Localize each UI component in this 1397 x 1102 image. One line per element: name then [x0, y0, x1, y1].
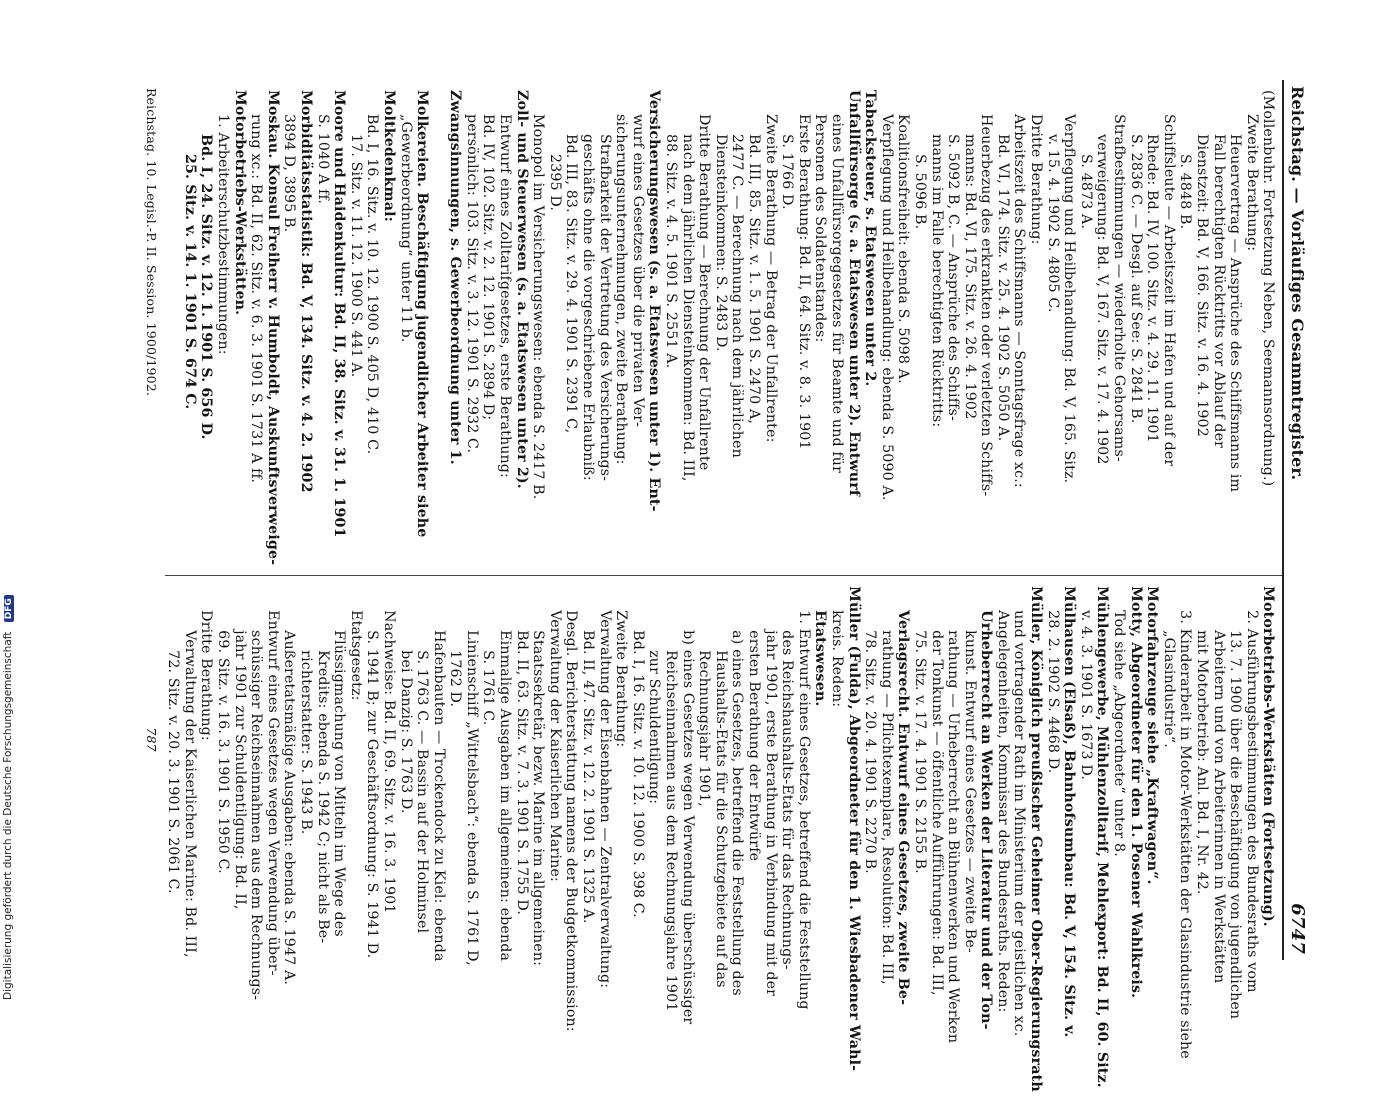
index-line: Tabacksteuer, s. Etatswesen unter 2.	[862, 90, 879, 387]
index-line: S. 1766 D.	[779, 134, 796, 210]
dfg-logo: DFG	[4, 595, 14, 622]
index-line: bei Danzig: S. 1763 D.	[397, 650, 414, 814]
index-line: Erste Berathung: Bd. II, 64. Sitz. v. 8. 3. 1901	[795, 114, 812, 450]
index-line: sicherungsunternehmungen, zweite Berathung:	[613, 114, 630, 465]
index-line: eines Unfallfürsorgegesetzes für Beamte und für	[828, 114, 845, 474]
index-line: Rhede: Bd. IV, 100. Sitz. v. 4. 29. 11. 1901	[1144, 134, 1161, 443]
index-line: Zwangsinnungen, s. Gewerbeordnung unter 1.	[447, 90, 464, 465]
index-line: Fall berechtigten Rücktritts vor Ablauf der	[1210, 134, 1227, 449]
index-line: 1. Arbeiterschutzbestimmungen:	[215, 114, 231, 355]
index-line: Dritte Berathung:	[198, 610, 215, 741]
digitization-note-text: Digitalisierung gefördert durch die Deutsche Forschungsgemeinschaft	[2, 631, 14, 1000]
index-line: Bd. I, 16. Sitz. v. 10. 12. 1900 S. 405 D, 410 C.	[364, 114, 381, 455]
index-line: Bd. I, 24. Sitz. v. 12. 1. 1901 S. 656 D.	[198, 134, 215, 440]
index-line: Haushalts-Etats für die Schutzgebiete auf das	[712, 650, 729, 988]
index-line: 17. Sitz. v. 11. 12. 1900 S. 441 A.	[347, 134, 364, 378]
index-line: Etatsgesetz:	[347, 610, 364, 701]
index-line: Rechnungsjahr 1901,	[696, 650, 713, 807]
index-line: Entwurf eines Zolltarifgesetzes, erste Berathung:	[497, 114, 514, 478]
index-line: Verlagsrecht. Entwurf eines Gesetzes, zweite Be-	[895, 610, 912, 1006]
index-line: S. 4873 A.	[1077, 154, 1094, 230]
index-line: kreis. Reden:	[828, 610, 845, 708]
index-line: Flüssigmachung von Mitteln im Wege des	[331, 630, 348, 937]
index-line: manns im Falle berechtigten Rücktritts:	[928, 134, 945, 428]
index-line: Bd. II, 47. Sitz. v. 12. 2. 1901 S. 1325 A.	[580, 630, 597, 924]
index-line: Verwaltung der Kaiserlichen Marine: Bd. III,	[181, 630, 198, 958]
index-line: und vortragender Rath im Ministerium der geistlichen xc.	[1011, 610, 1028, 1037]
index-line: Motorfahrzeuge siehe „Kraftwagen“.	[1144, 586, 1161, 885]
index-line: Außeretatsmäßige Ausgaben: ebenda S. 1947 A.	[281, 630, 298, 986]
index-line: S. 4848 B.	[1177, 154, 1194, 230]
index-line: 78. Sitz. v. 20. 4. 1901 S. 2270 B.	[862, 630, 879, 874]
index-line: 13. 7. 1900 über die Beschäftigung von jugendlichen	[1227, 630, 1244, 1020]
index-line: Dienstzeit: Bd. V, 166. Sitz. v. 16. 4. 1902	[1194, 134, 1211, 437]
running-title: Reichstag. — Vorläufiges Gesammtregister.	[1288, 86, 1307, 481]
index-line: S. 1040 A ff.	[314, 114, 331, 205]
index-line: Tod siehe „Abgeordnete“ unter 8.	[1111, 610, 1128, 857]
index-line: mit Motorbetrieb: Anl. Bd. I, Nr. 42.	[1194, 630, 1211, 895]
index-line: verweigerung: Bd. V, 167. Sitz. v. 17. 4. 1902	[1094, 134, 1111, 465]
index-line: rung xc.: Bd. II, 62. Sitz. v. 6. 3. 1901 S. 1731 A ff.	[248, 114, 265, 484]
index-line: S. 1763 C. — Bassin auf der Holminsel	[414, 650, 431, 934]
index-line: des Reichshaushalts-Etats für das Rechnungs-	[779, 630, 796, 970]
index-line: Arbeitszeit des Schiffsmanns — Sonntagsfrage xc.:	[1011, 114, 1028, 488]
index-line: jahr 1901 zur Schuldentilgung: Bd. II,	[231, 630, 248, 910]
index-line: ersten Berathung der Entwürfe	[746, 630, 762, 862]
index-line: Bd. I, 16. Sitz. v. 10. 12. 1900 S. 398 C.	[629, 630, 646, 918]
index-line: 2. Ausführungsbestimmungen des Bundesraths vom	[1243, 610, 1260, 993]
index-line: Müller (Fulda), Abgeordneter für den 1. Wiesbadener Wahl-	[845, 586, 862, 1072]
index-line: S. 5092 B, C. — Ansprüche des Schiffs-	[945, 134, 962, 421]
index-line: Zweite Berathung:	[1243, 114, 1260, 252]
index-line: Verpflegung und Heilbehandlung: Bd. V, 165. Sitz.	[1061, 114, 1078, 484]
index-line: Heuervertrag — Ansprüche des Schiffsmanns im	[1227, 134, 1244, 493]
index-line: wurf eines Gesetzes über die privaten Ver-	[629, 114, 646, 428]
index-line: Linienschiff „Wittelsbach“: ebenda S. 1761 D,	[463, 630, 480, 966]
index-line: Etatswesen.	[812, 610, 829, 707]
index-line: Moltkedenkmal:	[380, 90, 397, 222]
page-header	[1286, 80, 1308, 960]
index-line: Einmalige Ausgaben im allgemeinen: ebenda	[497, 630, 514, 962]
index-line: Kredits: ebenda S. 1942 C; nicht als Be-	[314, 650, 331, 944]
index-line: Bd. VI, 174. Sitz. v. 25. 4. 1902 S. 5050 A.	[994, 134, 1011, 442]
index-line: rathung — Pflichtexemplare, Resolution: Bd. III,	[878, 630, 895, 985]
index-line: Angelegenheiten, Kommissar des Bundesraths. Reden:	[994, 610, 1011, 1013]
index-line: S. 1941 B; zur Geschäftsordnung: S. 1941 D.	[364, 630, 381, 959]
index-line: der Tonkunst — öffentliche Aufführungen: Bd. III,	[928, 630, 945, 996]
index-line: Moskau. Konsul Freiherr v. Humboldt, Auskunftsverweige-	[264, 90, 281, 566]
index-line: Urheberrecht an Werken der Literatur und der Ton-	[978, 610, 995, 1030]
index-line: Unfallfürsorge (s. a. Etatswesen unter 2). Entwurf	[845, 90, 862, 497]
index-line: Motty, Abgeordneter für den 1. Posener Wahlkreis.	[1127, 586, 1144, 999]
index-line: Moore und Haidenkultur: Bd. II, 38. Sitz. v. 31. 1. 1901	[331, 90, 348, 538]
page-number: 6747	[1287, 903, 1308, 954]
index-line: „Gewerbeordnung“ unter 11 b.	[397, 114, 414, 343]
header-rule	[1282, 80, 1284, 960]
index-line: Strafbarkeit der Vertretung des Versicherungs-	[596, 134, 613, 482]
index-line: 88. Sitz. v. 4. 5. 1901 S. 2551 A.	[663, 134, 680, 369]
index-line: Zoll- und Steuerwesen (s. a. Etatswesen unter 2).	[513, 90, 530, 489]
index-line: 3894 D, 3895 B.	[281, 114, 298, 233]
index-line: 2477 C. — Berechnung nach dem jährlichen	[729, 134, 746, 458]
index-line: Personen des Soldatenstandes:	[812, 114, 829, 343]
index-line: Heuerbezug des erkrankten oder verletzten Schiffs-	[978, 114, 995, 497]
index-line: geschäfts ohne die vorgeschriebene Erlaubniß:	[580, 134, 597, 481]
index-line: persönlich: 103. Sitz. v. 3. 12. 1901 S. 2932 C.	[463, 114, 480, 454]
index-line: Molkereien. Beschäftigung jugendlicher Arbeiter siehe	[414, 90, 431, 538]
index-line: 1. Entwurf eines Gesetzes, betreffend die Feststellung	[795, 610, 812, 1010]
two-column-body	[165, 80, 1283, 1092]
index-line: Arbeitern und von Arbeiterinnen in Werkstätten	[1210, 630, 1227, 984]
index-line: Staatssekretär, bezw. Marine im allgemeinen:	[530, 630, 547, 967]
index-line: Verpflegung und Heilbehandlung: ebenda S. 5090 A.	[878, 114, 895, 501]
index-line: kunst. Entwurf eines Gesetzes — zweite Be-	[961, 630, 978, 953]
index-line: Bd. III, 85. Sitz. v. 1. 5. 1901 S. 2470 A,	[746, 134, 762, 424]
index-line: Zweite Berathung:	[613, 610, 630, 748]
index-line: Bd. IV, 102. Sitz. v. 2. 12. 1901 S. 2894 D;	[480, 114, 497, 421]
index-line: v. 4. 3. 1901 S. 1673 D.	[1077, 610, 1094, 781]
page-footer	[142, 80, 165, 960]
index-line: Entwurf eines Gesetzes wegen Verwendung über-	[264, 610, 281, 976]
index-line: richterstatter: S. 1943 B.	[297, 650, 314, 835]
index-line: Motorbetriebs-Werkstätten.	[231, 90, 248, 316]
index-line: 28. 2. 1902 S. 4468 D.	[1044, 610, 1061, 774]
index-line: Hafenbauten — Trockendock zu Kiel: ebenda	[430, 630, 447, 962]
index-line: a) eines Gesetzes, betreffend die Feststellung des	[729, 630, 746, 996]
index-line: b) eines Gesetzes wegen Verwendung überschüssiger	[679, 630, 696, 1025]
index-line	[430, 90, 447, 565]
index-line: S. 5096 B.	[911, 154, 928, 230]
index-line: zur Schuldentilgung:	[646, 650, 663, 805]
index-line: Nachweise: Bd. II, 69. Sitz. v. 16. 3. 1901	[380, 610, 397, 914]
index-line: nach dem jährlichen Diensteinkommen: Bd. III,	[679, 134, 696, 482]
index-line: Strafbestimmungen — wiederholte Gehorsams-	[1111, 114, 1128, 462]
index-line: (Mollenbuhr. Fortsetzung Neben, Seemannsordnung.)	[1260, 90, 1277, 487]
index-line: schüssiger Reichseinnahmen aus dem Rechnungs-	[248, 630, 265, 1001]
index-line: Zweite Berathung — Betrag der Unfallrente:	[762, 114, 779, 443]
index-line: jahr 1901, erste Berathung in Verbindung mit der	[762, 630, 779, 997]
index-line: Müller, Königlich preußischer Geheimer Ober-Regierungsrath	[1028, 586, 1045, 1092]
index-line: v. 15. 4. 1902 S. 4805 C.	[1044, 134, 1061, 313]
index-line: Koalitionsfreiheit: ebenda S. 5098 A.	[895, 114, 912, 384]
index-line: S. 1761 C.	[480, 650, 497, 726]
index-line: Diensteinkommen: S. 2483 D.	[712, 134, 729, 352]
footer-session-line: Reichstag. 10. Legisl.-P. II. Session. 1900/1902.	[143, 88, 159, 396]
index-line: Bd. III, 83. Sitz. v. 29. 4. 1901 S. 2391 C,	[563, 134, 580, 434]
left-column	[165, 80, 1283, 575]
index-line: 3. Kinderarbeit in Motor-Werkstätten der Glasindustrie siehe	[1177, 610, 1194, 1059]
index-line: 1762 D.	[447, 650, 464, 708]
index-line: Desgl. Berichterstattung namens der Budgetkommission:	[563, 610, 580, 1032]
index-line: Versicherungswesen (s. a. Etatswesen unter 1). Ent-	[646, 90, 663, 512]
index-line: Morbiditätsstatistik: Bd. V, 134. Sitz. v. 4. 2. 1902	[297, 90, 314, 493]
index-line: Mühlengewerbe, Mühlenzolltarif, Mehlexport: Bd. II, 60. Sitz.	[1094, 586, 1111, 1088]
index-line: 25. Sitz. v. 14. 1. 1901 S. 674 C.	[181, 154, 198, 410]
index-line: 75. Sitz. v. 17. 4. 1901 S. 2155 B.	[911, 630, 928, 874]
index-line: Schiffsleute — Arbeitszeit im Hafen und auf der	[1160, 114, 1177, 467]
footer-page-number: 787	[143, 727, 159, 752]
index-line: Dritte Berathung:	[1028, 114, 1045, 245]
index-line: 69. Sitz. v. 16. 3. 1901 S. 1950 C.	[215, 630, 231, 874]
index-line: 2395 D.	[546, 154, 563, 212]
index-line: manns: Bd. VI, 175. Sitz. v. 26. 4. 1902	[961, 134, 978, 420]
index-line: Bd. II, 63. Sitz. v. 7. 3. 1901 S. 1755 D.	[513, 630, 530, 916]
index-line: 72. Sitz. v. 20. 3. 1901 S. 2061 C.	[165, 650, 182, 894]
index-line: Dritte Berathung — Berechnung der Unfallrente	[696, 114, 713, 471]
index-line: Mülhausen (Elsaß), Bahnhofsumbau: Bd. V, 154. Sitz. v.	[1061, 586, 1078, 1038]
index-line: Verwaltung der Eisenbahnen — Zentralverwaltung:	[596, 610, 613, 989]
right-column	[165, 576, 1283, 1102]
index-line: „Glasindustrie“.	[1160, 630, 1177, 748]
index-line: rathung — Urheberrecht an Bühnenwerken und Werken	[945, 630, 962, 1044]
index-line: Monopol im Versicherungswesen: ebenda S. 2417 B.	[530, 114, 547, 500]
index-line: Reichseinnahmen aus dem Rechnungsjahre 1901	[663, 650, 680, 1012]
index-line: Verwaltung der Kaiserlichen Marine:	[546, 610, 563, 882]
index-line: S. 2836 C. — Desgl. auf See: S. 2841 B.	[1127, 134, 1144, 424]
index-line: Motorbetriebs-Werkstätten (Fortsetzung).	[1260, 586, 1277, 927]
